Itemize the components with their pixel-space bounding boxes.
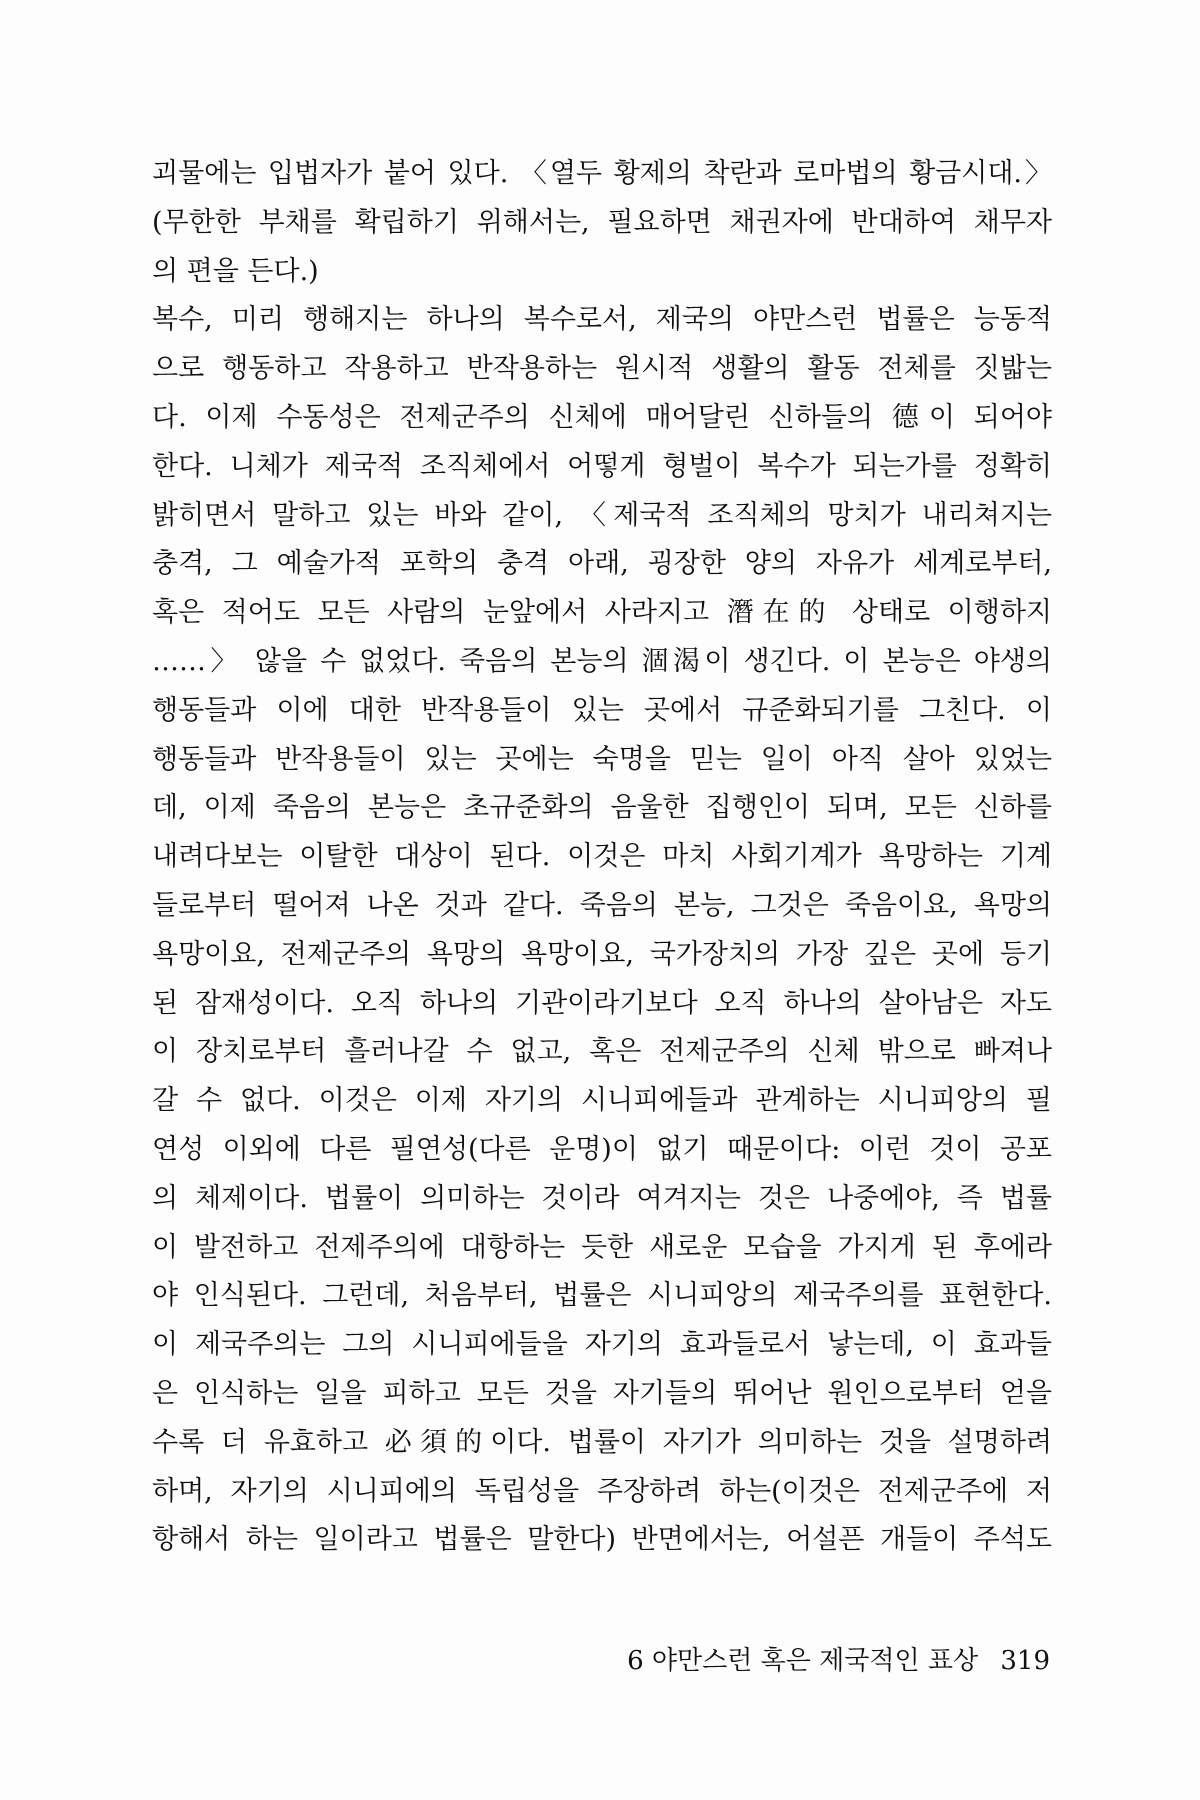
text-line: 밝히면서 말하고 있는 바와 같이, 〈제국적 조직체의 망치가 내리쳐지는 <box>152 499 1052 531</box>
running-chapter-title: 6 야만스런 혹은 제국적인 표상 <box>627 1646 979 1676</box>
text-line: 항해서 하는 일이라고 법률은 말한다) 반면에서는, 어설픈 개들이 주석도 <box>152 1524 1052 1556</box>
body-text <box>152 150 1052 1565</box>
text-line: 이 발전하고 전제주의에 대항하는 듯한 새로운 모습을 가지게 된 후에라 <box>152 1231 1052 1263</box>
text-line: 한다. 니체가 제국적 조직체에서 어떻게 형벌이 복수가 되는가를 정확히 <box>152 450 1052 482</box>
text-line: 의 편을 든다.) <box>152 255 319 287</box>
text-line: 데, 이제 죽음의 본능은 초규준화의 음울한 집행인이 되며, 모든 신하를 <box>152 792 1052 824</box>
text-line: 연성 이외에 다른 필연성(다른 운명)이 없기 때문이다: 이런 것이 공포 <box>152 1133 1052 1165</box>
text-line: 된 잠재성이다. 오직 하나의 기관이라기보다 오직 하나의 살아남은 자도 <box>152 987 1052 1019</box>
text-line: 이 제국주의는 그의 시니피에들을 자기의 효과들로서 낳는데, 이 효과들 <box>152 1329 1052 1361</box>
page-number: 319 <box>1000 1646 1050 1676</box>
text-line: 하며, 자기의 시니피에의 독립성을 주장하려 하는(이것은 전제군주에 저 <box>152 1475 1052 1507</box>
text-line: 괴물에는 입법자가 붙어 있다. 〈열두 황제의 착란과 로마법의 황금시대.〉 <box>152 158 1052 189</box>
text-line: 다. 이제 수동성은 전제군주의 신체에 매어달린 신하들의 德이 되어야 <box>152 401 1052 433</box>
text-line: 욕망이요, 전제군주의 욕망의 욕망이요, 국가장치의 가장 깊은 곳에 등기 <box>152 938 1052 970</box>
text-line: (무한한 부채를 확립하기 위해서는, 필요하면 채권자에 반대하여 채무자 <box>152 206 1052 238</box>
text-line: 은 인식하는 일을 피하고 모든 것을 자기들의 뛰어난 원인으로부터 얻을 <box>152 1377 1052 1409</box>
text-line: 수록 더 유효하고 必須的이다. 법률이 자기가 의미하는 것을 설명하려 <box>152 1426 1052 1458</box>
text-line: 으로 행동하고 작용하고 반작용하는 원시적 생활의 활동 전체를 짓밟는 <box>152 353 1052 385</box>
text-line: 혹은 적어도 모든 사람의 눈앞에서 사라지고 潛在的 상태로 이행하지 <box>152 597 1052 629</box>
text-line: 행동들과 이에 대한 반작용들이 있는 곳에서 규준화되기를 그친다. 이 <box>152 694 1052 726</box>
text-line: 갈 수 없다. 이것은 이제 자기의 시니피에들과 관계하는 시니피앙의 필 <box>152 1085 1052 1117</box>
text-line: 내려다보는 이탈한 대상이 된다. 이것은 마치 사회기계가 욕망하는 기계 <box>152 841 1052 873</box>
text-line: ……〉 않을 수 없었다. 죽음의 본능의 涸渴이 생긴다. 이 본능은 야생의 <box>152 645 1052 677</box>
text-line: 야 인식된다. 그런데, 처음부터, 법률은 시니피앙의 제국주의를 표현한다. <box>152 1280 1052 1312</box>
text-line: 들로부터 떨어져 나온 것과 같다. 죽음의 본능, 그것은 죽음이요, 욕망의 <box>152 889 1052 921</box>
text-line: 복수, 미리 행해지는 하나의 복수로서, 제국의 야만스런 법률은 능동적 <box>152 304 1052 336</box>
page-footer <box>627 1640 1050 1677</box>
text-line: 의 체제이다. 법률이 의미하는 것이라 여겨지는 것은 나중에야, 즉 법률 <box>152 1182 1052 1214</box>
text-line: 충격, 그 예술가적 포학의 충격 아래, 굉장한 양의 자유가 세계로부터, <box>152 548 1052 580</box>
text-line: 이 장치로부터 흘러나갈 수 없고, 혹은 전제군주의 신체 밖으로 빠져나 <box>152 1036 1052 1068</box>
text-line: 행동들과 반작용들이 있는 곳에는 숙명을 믿는 일이 아직 살아 있었는 <box>152 743 1052 775</box>
